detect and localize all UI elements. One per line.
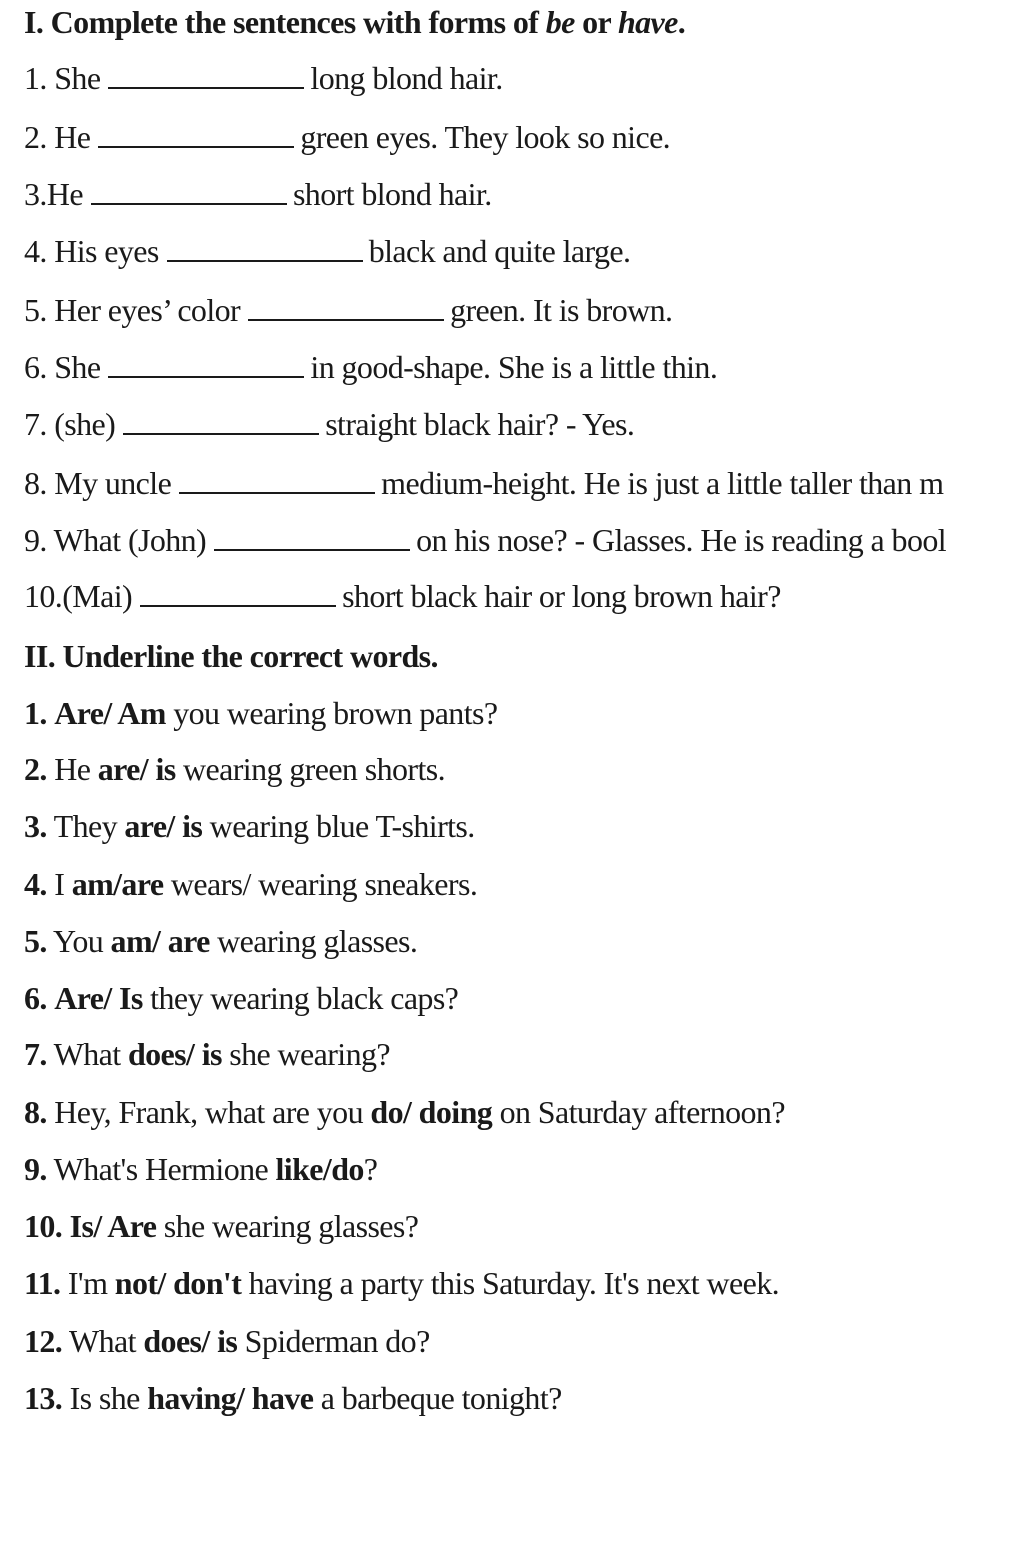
item-suffix: black and quite large. — [368, 233, 631, 269]
word-choice[interactable]: not/ don't — [114, 1265, 242, 1301]
item-prefix: He — [54, 119, 91, 155]
answer-blank[interactable] — [108, 61, 304, 89]
item-number: 2. — [24, 119, 47, 155]
item-number: 9. — [24, 522, 47, 558]
item-suffix: short black hair or long brown hair? — [342, 578, 781, 614]
item-number: 11. — [24, 1265, 61, 1301]
item-prefix: His eyes — [54, 233, 159, 269]
choice-item-2 — [24, 749, 445, 789]
section-1-heading — [24, 2, 685, 42]
item-suffix: medium-height. He is just a little taller than m — [381, 465, 944, 501]
fill-item-6 — [24, 347, 717, 387]
word-choice[interactable]: Is/ Are — [69, 1208, 157, 1244]
item-suffix: long blond hair. — [310, 60, 503, 96]
item-suffix: green. It is brown. — [450, 292, 673, 328]
choice-item-6 — [24, 978, 458, 1018]
word-choice[interactable]: are/ is — [124, 808, 203, 844]
item-suffix: they wearing black caps? — [142, 980, 459, 1016]
word-choice[interactable]: does/ is — [127, 1036, 222, 1072]
item-prefix: Her eyes’ color — [54, 292, 241, 328]
choice-item-1 — [24, 693, 497, 733]
word-choice[interactable]: like/do — [275, 1151, 364, 1187]
item-number: 6. — [24, 349, 47, 385]
fill-item-1 — [24, 58, 503, 98]
item-prefix: You — [53, 923, 111, 959]
item-number: 10. — [24, 1208, 63, 1244]
item-suffix: you wearing brown pants? — [165, 695, 498, 731]
item-suffix: straight black hair? - Yes. — [325, 406, 635, 442]
answer-blank[interactable] — [91, 177, 287, 205]
item-number: 6. — [24, 980, 47, 1016]
item-suffix: wearing green shorts. — [175, 751, 445, 787]
answer-blank[interactable] — [179, 466, 375, 494]
word-choice[interactable]: having/ have — [147, 1380, 314, 1416]
answer-blank[interactable] — [140, 579, 336, 607]
item-prefix: My uncle — [54, 465, 172, 501]
item-prefix: Hey, Frank, what are you — [54, 1094, 371, 1130]
item-prefix: What (John) — [53, 522, 207, 558]
item-suffix: ? — [363, 1151, 378, 1187]
item-number: 5. — [24, 292, 47, 328]
item-suffix: wearing glasses. — [209, 923, 418, 959]
heading-be: be — [545, 4, 575, 40]
choice-item-13 — [24, 1378, 562, 1418]
choice-item-11 — [24, 1263, 779, 1303]
item-prefix: She — [54, 349, 101, 385]
choice-item-5 — [24, 921, 417, 961]
choice-item-10 — [24, 1206, 418, 1246]
item-suffix: on Saturday afternoon? — [492, 1094, 785, 1130]
item-prefix: (Mai) — [62, 578, 133, 614]
item-suffix: in good-shape. She is a little thin. — [310, 349, 718, 385]
item-prefix: What — [53, 1036, 128, 1072]
item-number: 2. — [24, 751, 47, 787]
item-suffix: she wearing glasses? — [156, 1208, 419, 1244]
word-choice[interactable]: am/are — [71, 866, 164, 902]
word-choice[interactable]: Are/ Is — [54, 980, 143, 1016]
answer-blank[interactable] — [167, 234, 363, 262]
item-number: 4. — [24, 866, 47, 902]
item-number: 13. — [24, 1380, 63, 1416]
item-suffix: a barbeque tonight? — [313, 1380, 562, 1416]
item-prefix: Is she — [69, 1380, 148, 1416]
item-suffix: Spiderman do? — [237, 1323, 430, 1359]
item-suffix: wearing blue T-shirts. — [202, 808, 475, 844]
answer-blank[interactable] — [98, 120, 294, 148]
fill-item-3 — [24, 174, 492, 214]
answer-blank[interactable] — [248, 293, 444, 321]
item-number: 1. — [24, 60, 47, 96]
item-number: 3. — [24, 176, 47, 212]
item-suffix: on his nose? - Glasses. He is reading a bool — [416, 522, 947, 558]
item-prefix: He — [54, 751, 98, 787]
item-number: 8. — [24, 1094, 47, 1130]
item-prefix: They — [53, 808, 125, 844]
fill-item-8 — [24, 463, 943, 503]
item-prefix: What's Hermione — [53, 1151, 276, 1187]
choice-item-7 — [24, 1034, 390, 1074]
answer-blank[interactable] — [108, 350, 304, 378]
item-prefix: I — [54, 866, 72, 902]
item-suffix: having a party this Saturday. It's next week. — [241, 1265, 779, 1301]
choice-item-4 — [24, 864, 477, 904]
fill-item-5 — [24, 290, 672, 330]
answer-blank[interactable] — [123, 407, 319, 435]
fill-item-7 — [24, 404, 634, 444]
choice-item-3 — [24, 806, 475, 846]
word-choice[interactable]: are/ is — [97, 751, 176, 787]
item-prefix: He — [46, 176, 83, 212]
answer-blank[interactable] — [214, 523, 410, 551]
item-number: 7. — [24, 406, 47, 442]
choice-item-12 — [24, 1321, 430, 1361]
item-number: 3. — [24, 808, 47, 844]
word-choice[interactable]: Are/ Am — [54, 695, 166, 731]
heading-end: . — [677, 4, 686, 40]
word-choice[interactable]: do/ doing — [370, 1094, 493, 1130]
heading-have: have — [617, 4, 678, 40]
word-choice[interactable]: am/ are — [110, 923, 210, 959]
item-suffix: she wearing? — [221, 1036, 390, 1072]
item-number: 1. — [24, 695, 47, 731]
item-prefix: (she) — [54, 406, 116, 442]
item-number: 4. — [24, 233, 47, 269]
item-suffix: green eyes. They look so nice. — [300, 119, 671, 155]
fill-item-4 — [24, 231, 630, 271]
item-prefix: She — [54, 60, 101, 96]
item-number: 5. — [24, 923, 47, 959]
item-number: 8. — [24, 465, 47, 501]
heading-or: or — [574, 4, 618, 40]
choice-item-9 — [24, 1149, 377, 1189]
heading-prefix: I. Complete the sentences with forms of — [24, 4, 546, 40]
item-suffix: short blond hair. — [292, 176, 492, 212]
fill-item-10 — [24, 576, 781, 616]
fill-item-2 — [24, 117, 670, 157]
section-2-heading: II. Underline the correct words. — [24, 638, 438, 674]
item-prefix: I'm — [67, 1265, 115, 1301]
fill-item-9 — [24, 520, 946, 560]
item-prefix: What — [69, 1323, 144, 1359]
item-number: 9. — [24, 1151, 47, 1187]
item-number: 10. — [24, 578, 63, 614]
item-number: 12. — [24, 1323, 63, 1359]
item-number: 7. — [24, 1036, 47, 1072]
word-choice[interactable]: does/ is — [143, 1323, 238, 1359]
choice-item-8 — [24, 1092, 785, 1132]
item-suffix: wears/ wearing sneakers. — [163, 866, 478, 902]
